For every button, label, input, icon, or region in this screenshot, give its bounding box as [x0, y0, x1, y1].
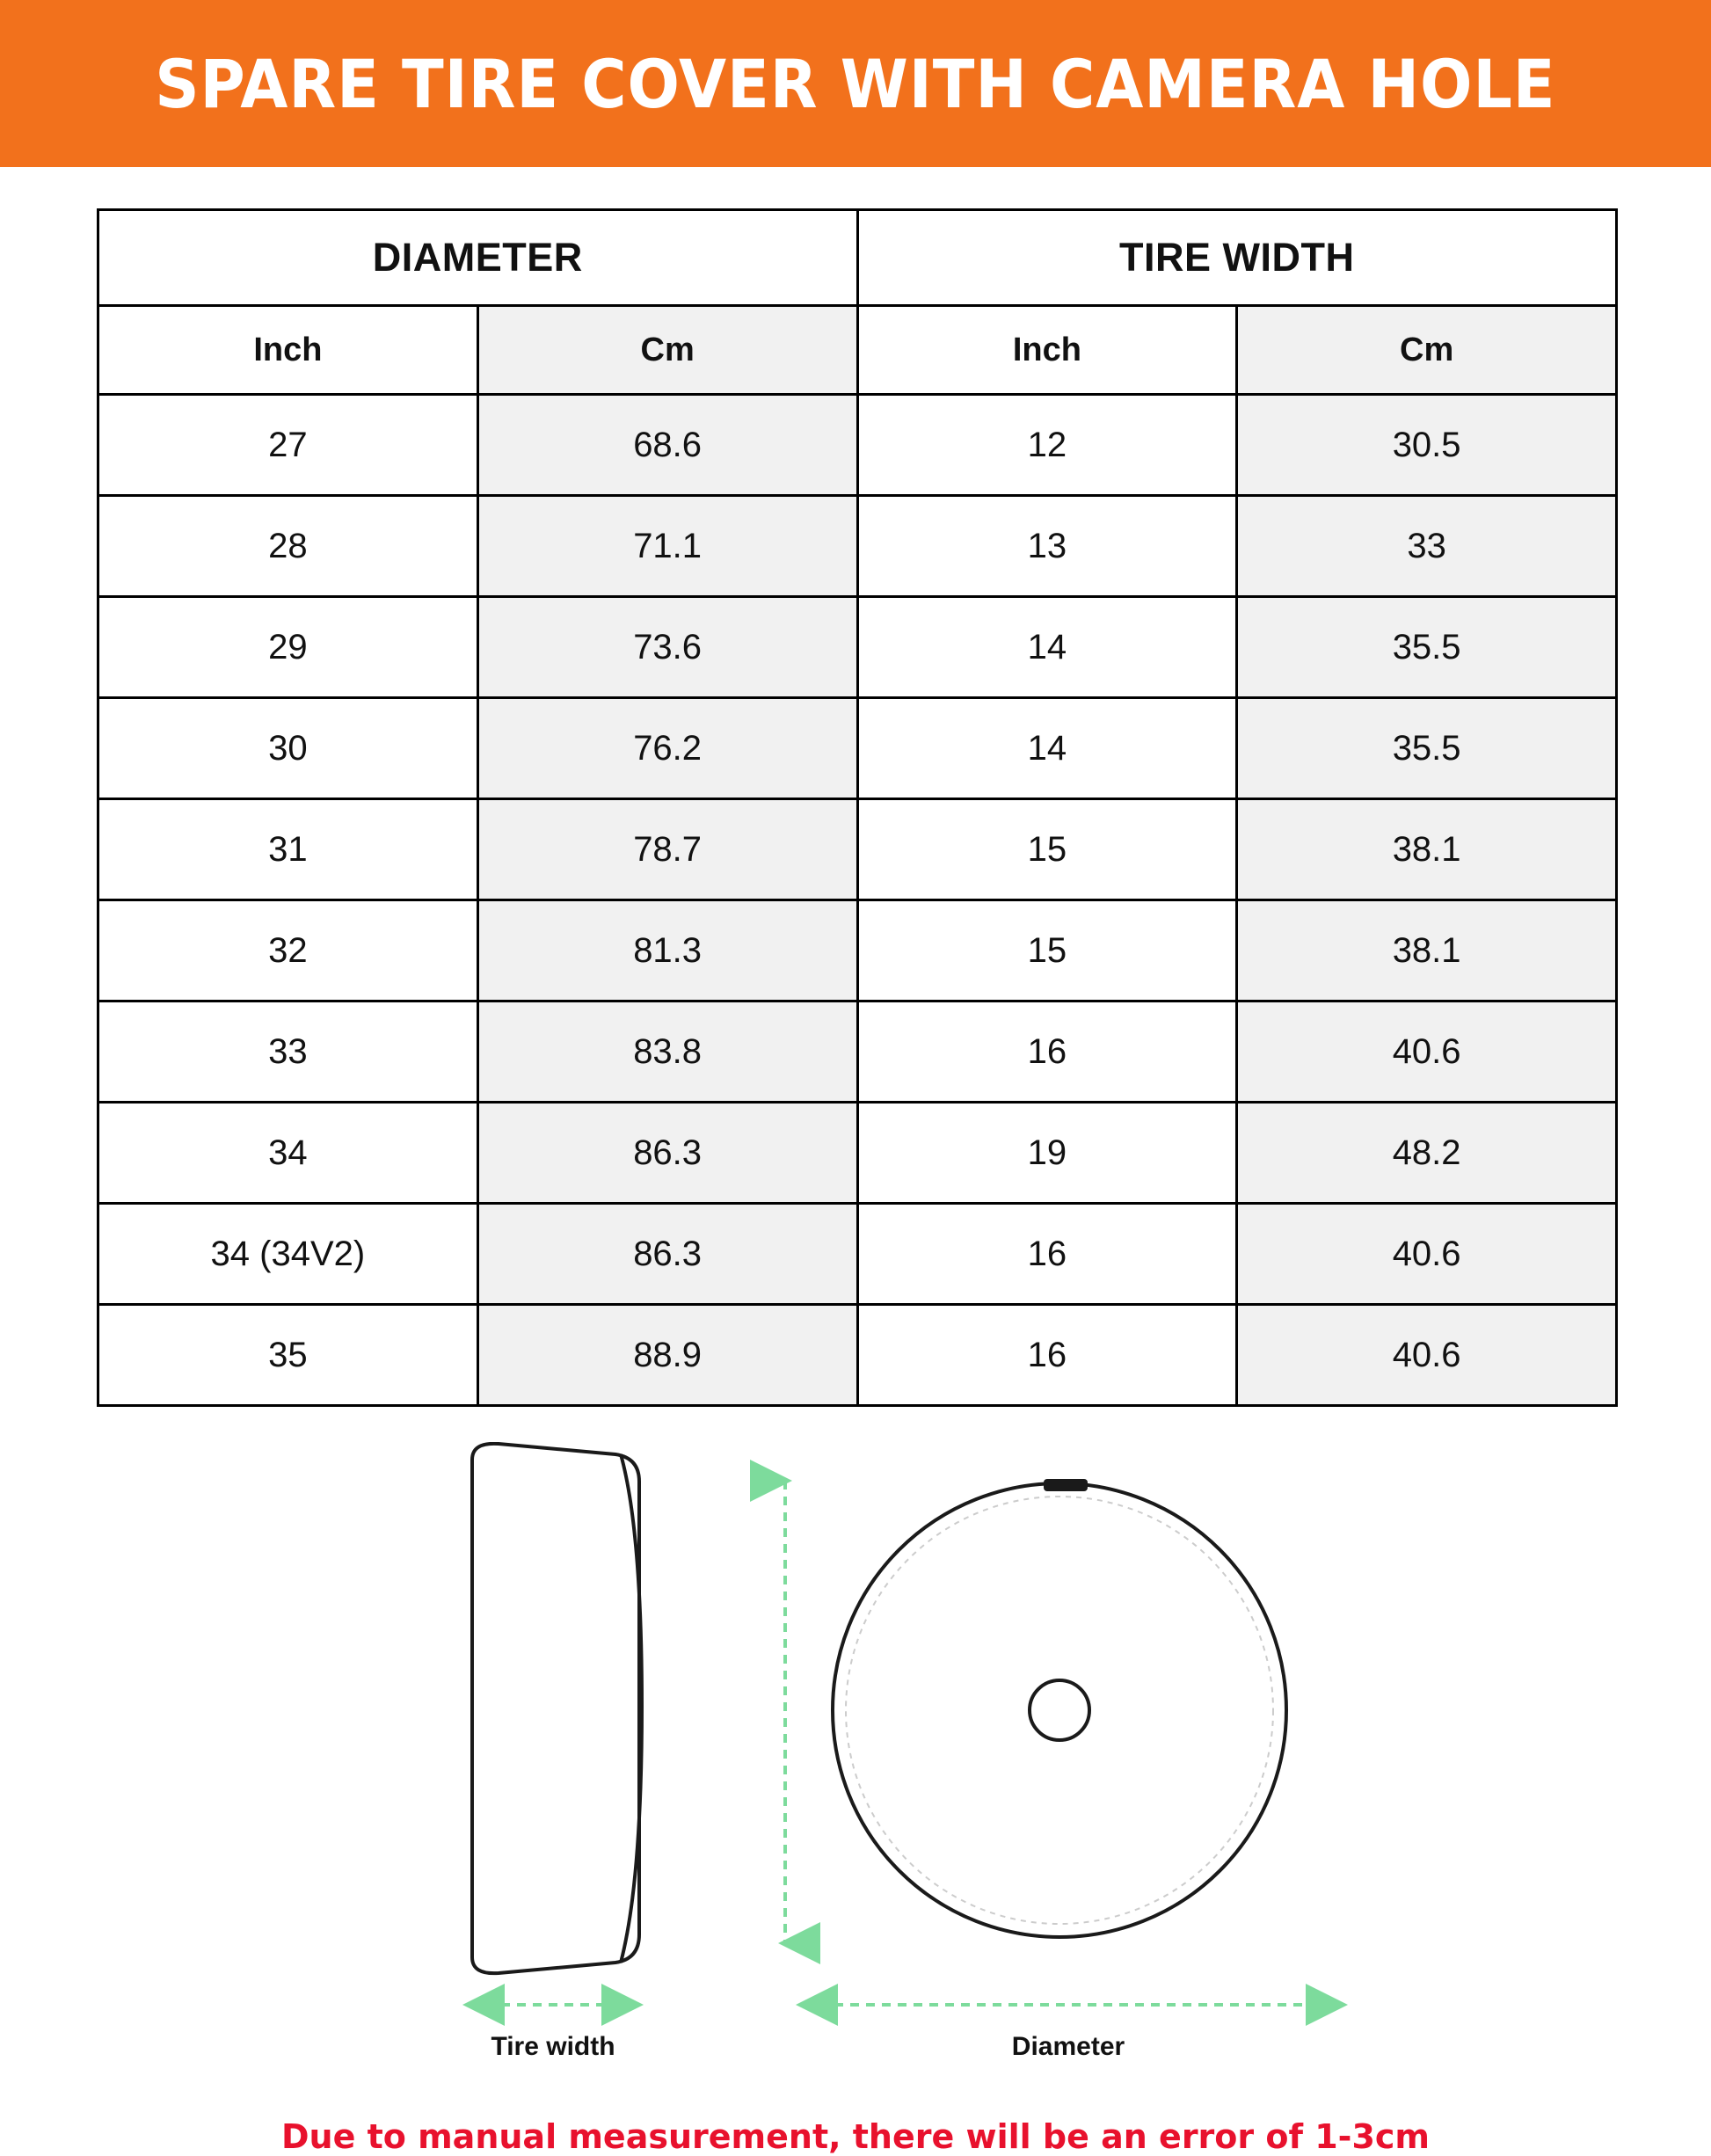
- camera-hole-icon: [1030, 1680, 1089, 1740]
- diagram-svg: [0, 1442, 1711, 2110]
- cell-width-cm: 35.5: [1237, 698, 1617, 799]
- cell-width-inch: 19: [857, 1103, 1237, 1204]
- cell-diameter-inch: 31: [98, 799, 478, 900]
- cell-diameter-inch: 30: [98, 698, 478, 799]
- cell-diameter-cm: 73.6: [477, 597, 857, 698]
- camera-notch-icon: [1044, 1479, 1088, 1491]
- table-unit-header-row: [98, 306, 1617, 395]
- cell-width-cm: 40.6: [1237, 1305, 1617, 1406]
- tire-width-label: Tire width: [491, 2032, 615, 2061]
- table-group-header-row: [98, 210, 1617, 306]
- cell-diameter-cm: 88.9: [477, 1305, 857, 1406]
- cell-width-cm: 48.2: [1237, 1103, 1617, 1204]
- cell-width-inch: 15: [857, 900, 1237, 1002]
- header-banner: [0, 0, 1711, 167]
- unit-header-diameter-cm: Cm: [477, 306, 857, 395]
- cell-diameter-inch: 27: [98, 395, 478, 496]
- table-row: [98, 900, 1617, 1002]
- cell-diameter-inch: 35: [98, 1305, 478, 1406]
- cell-diameter-cm: 81.3: [477, 900, 857, 1002]
- cell-diameter-inch: 29: [98, 597, 478, 698]
- size-table-container: [97, 208, 1614, 1407]
- cell-diameter-inch: 28: [98, 496, 478, 597]
- cover-front-view-illustration: [833, 1479, 1286, 1937]
- cell-diameter-cm: 83.8: [477, 1002, 857, 1103]
- size-chart-table: [97, 208, 1618, 1407]
- cell-diameter-cm: 86.3: [477, 1103, 857, 1204]
- cell-diameter-cm: 86.3: [477, 1204, 857, 1305]
- group-header-tire-width: TIRE WIDTH: [857, 210, 1617, 306]
- table-row: [98, 1305, 1617, 1406]
- cell-width-cm: 33: [1237, 496, 1617, 597]
- measurement-disclaimer: Due to manual measurement, there will be an error of 1-3cm: [280, 2117, 1431, 2156]
- table-row: [98, 799, 1617, 900]
- diameter-label: Diameter: [1011, 2032, 1125, 2061]
- unit-header-diameter-inch: Inch: [98, 306, 478, 395]
- cell-diameter-cm: 71.1: [477, 496, 857, 597]
- table-row: [98, 1002, 1617, 1103]
- cell-width-inch: 15: [857, 799, 1237, 900]
- cell-width-cm: 40.6: [1237, 1002, 1617, 1103]
- page-title: SPARE TIRE COVER WITH CAMERA HOLE: [155, 44, 1556, 123]
- unit-header-width-cm: Cm: [1237, 306, 1617, 395]
- table-row: [98, 395, 1617, 496]
- cell-width-cm: 40.6: [1237, 1204, 1617, 1305]
- measurement-diagram: [0, 1442, 1711, 2110]
- table-row: [98, 1103, 1617, 1204]
- cell-width-cm: 38.1: [1237, 799, 1617, 900]
- cell-diameter-cm: 78.7: [477, 799, 857, 900]
- cell-diameter-cm: 76.2: [477, 698, 857, 799]
- cell-width-inch: 13: [857, 496, 1237, 597]
- group-header-diameter: DIAMETER: [98, 210, 858, 306]
- cell-width-inch: 16: [857, 1305, 1237, 1406]
- cell-diameter-cm: 68.6: [477, 395, 857, 496]
- cell-diameter-inch: 33: [98, 1002, 478, 1103]
- cell-width-inch: 14: [857, 597, 1237, 698]
- cell-diameter-inch: 34 (34V2): [98, 1204, 478, 1305]
- table-row: [98, 496, 1617, 597]
- table-row: [98, 698, 1617, 799]
- cell-width-cm: 30.5: [1237, 395, 1617, 496]
- unit-header-width-inch: Inch: [857, 306, 1237, 395]
- cell-width-inch: 16: [857, 1002, 1237, 1103]
- cell-width-inch: 14: [857, 698, 1237, 799]
- table-row: [98, 597, 1617, 698]
- table-row: [98, 1204, 1617, 1305]
- cell-width-cm: 38.1: [1237, 900, 1617, 1002]
- cell-diameter-inch: 32: [98, 900, 478, 1002]
- cell-width-inch: 16: [857, 1204, 1237, 1305]
- cell-width-cm: 35.5: [1237, 597, 1617, 698]
- cover-side-view-illustration: [472, 1444, 642, 1973]
- cell-diameter-inch: 34: [98, 1103, 478, 1204]
- cell-width-inch: 12: [857, 395, 1237, 496]
